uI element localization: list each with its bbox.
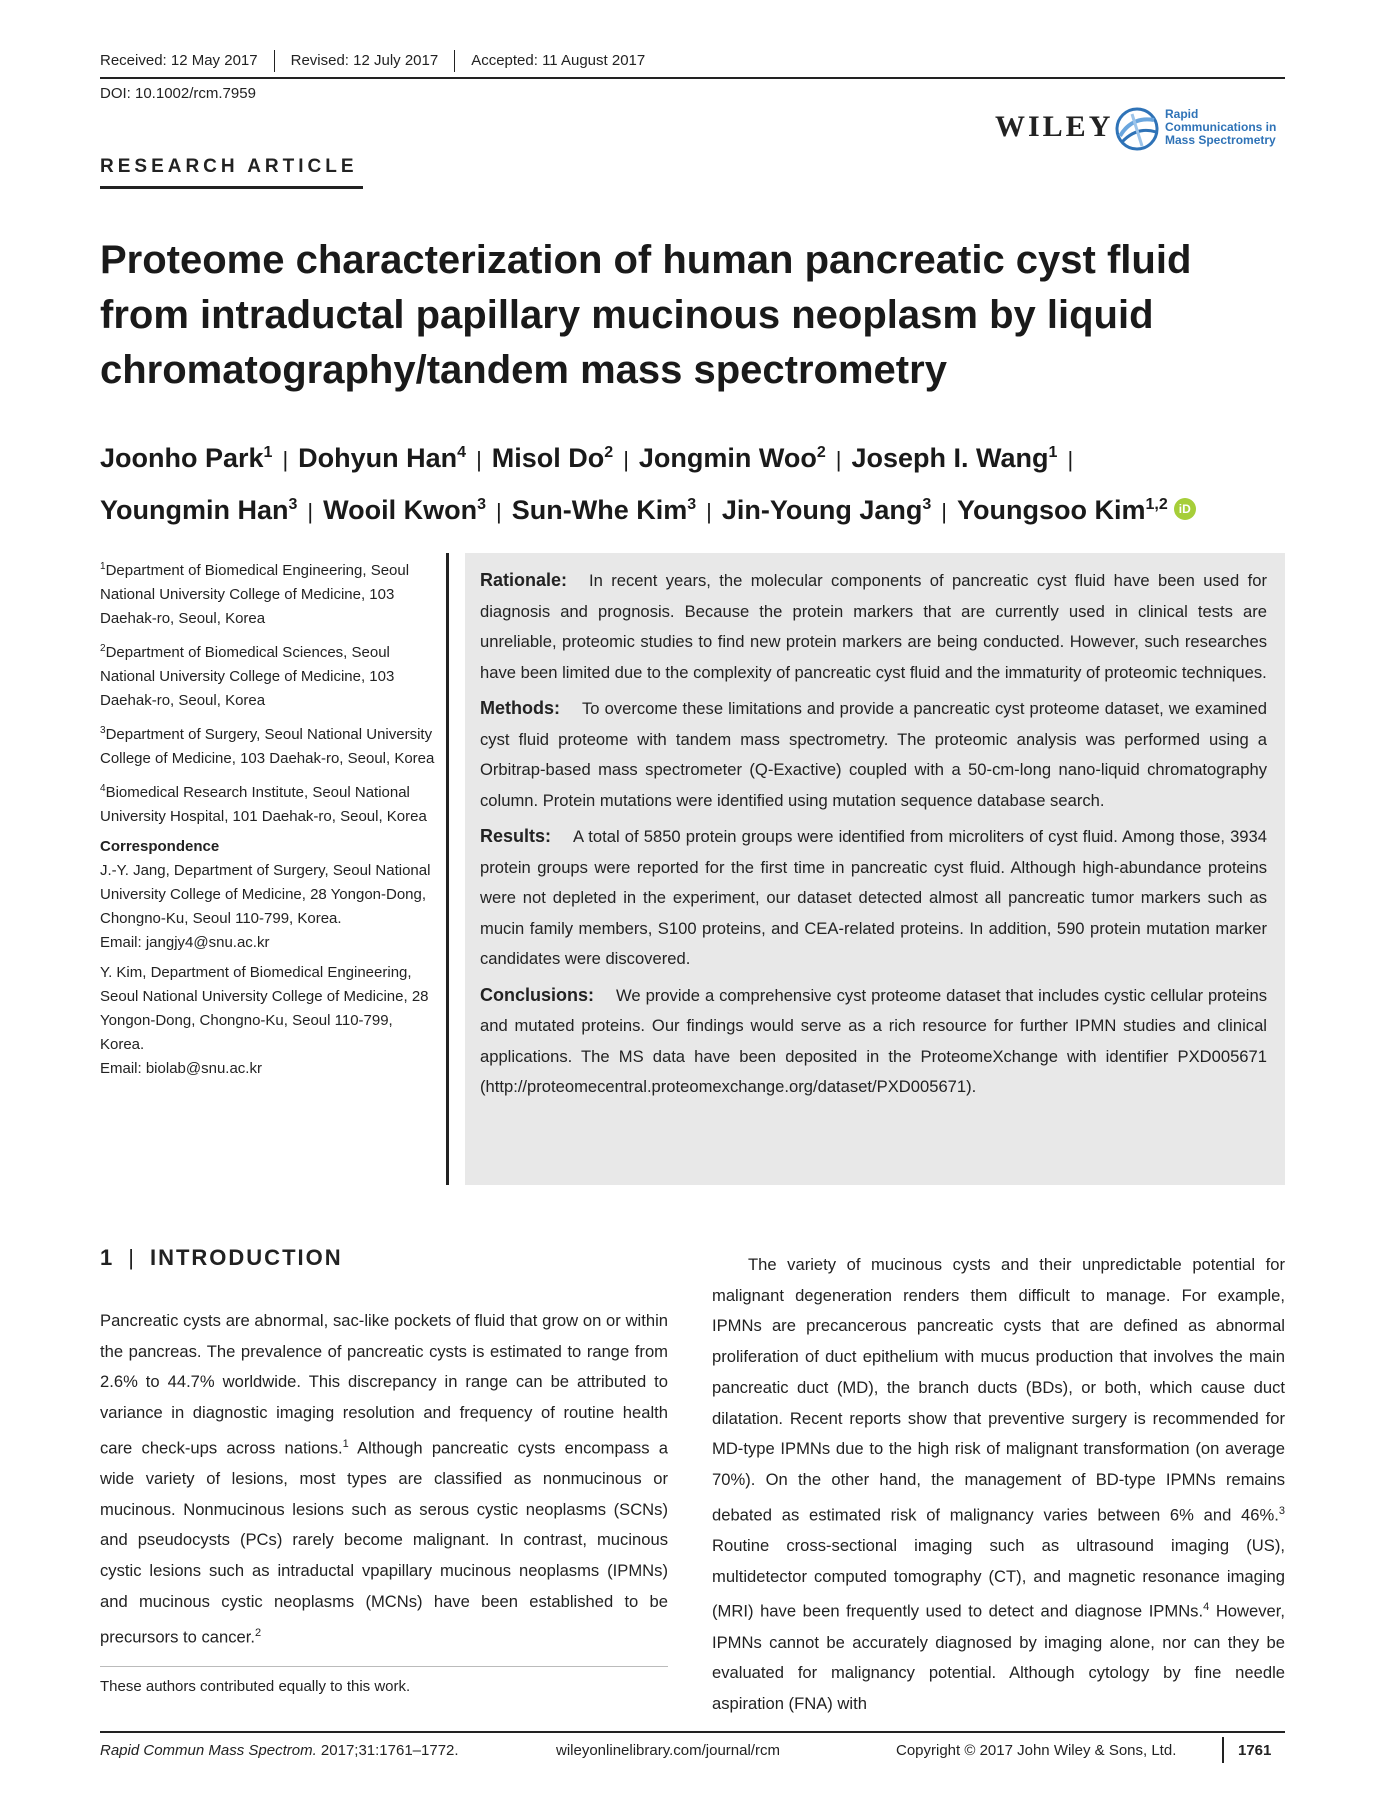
abstract-box (465, 553, 1285, 1185)
citation-ref[interactable]: 4 (1203, 1601, 1210, 1614)
abstract-heading: Conclusions: (480, 984, 595, 1005)
citation-ref[interactable]: 2 (254, 1626, 262, 1639)
footnote-rule (100, 1666, 668, 1667)
footer-citation: Rapid Commun Mass Spectrom. 2017;31:1761–1772. (100, 1742, 459, 1759)
author: Joseph I. Wang$^1$ (851, 443, 1058, 473)
page-number: 1761 (1238, 1742, 1272, 1759)
abstract-heading: Results: (480, 826, 552, 846)
author: Youngsoo Kim$^{1,2}$ (956, 495, 1168, 525)
abstract-conclusions: Conclusions: We provide a comprehensive cyst proteome dataset that includes cystic cellular proteins and mutated proteins. Our findings would serve as a rich resource for further IPMN studies and clinical applications. The MS data have been deposited in the ProteomeXchange with identifier PXD005671 (http://proteomecentral.proteomexchange.org/dataset/PXD005671). (480, 984, 1267, 1096)
abstract-methods: Methods: To overcome these limitations and provide a pancreatic cyst proteome dataset, we examined cyst fluid proteome with tandem mass spectrometry. The proteomic analysis was performed using a Orbitrap-based mass spectrometer (Q-Exactive) coupled with a 50-cm-long nano-liquid chromatography column. Protein mutations were identified using mutation sequence database search. (480, 698, 1267, 810)
correspondence-heading: Correspondence (100, 838, 220, 855)
journal-name-line: Communications in (1165, 120, 1277, 134)
author: Sun-Whe Kim$^3$ (511, 495, 697, 525)
correspondence-entry: J.-Y. Jang, Department of Surgery, Seoul National University College of Medicine, 28 Yongon-Dong, Chongno-Ku, Seoul 110-799, Korea. (100, 862, 431, 927)
article-type: RESEARCH ARTICLE (100, 156, 358, 177)
divider (274, 50, 275, 72)
citation-ref[interactable]: 3 (1278, 1504, 1285, 1517)
author: Misol Do$^2$ (491, 443, 614, 473)
author: Dohyun Han$^4$ (298, 443, 467, 473)
publication-dates (100, 50, 1285, 72)
paragraph: Pancreatic cysts are abnormal, sac-like pockets of fluid that grow on or within the pancreas. The prevalence of pancreatic cysts is estimated to range from 2.6% to 44.7% worldwide. This discrepancy in range can be attributed to variance in diagnostic imaging resolution and frequency of routine health care check-ups across nations.$^1$ Although pancreatic cysts encompass a wide variety of lesions, most types are classified as nonmucinous or mucinous. Nonmucinous lesions such as serous cystic neoplasms (SCNs) and pseudocysts (PCs) rarely become malignant. In contrast, mucinous cystic lesions such as intraductal vpapillary mucinous neoplasms (IPMNs) and mucinous cystic neoplasms (MCNs) have been established to be precursors to cancer.$^2$ (100, 1311, 668, 1647)
journal-name-line: Rapid (1165, 107, 1199, 121)
journal-name (1165, 108, 1295, 147)
header-rule (100, 77, 1285, 79)
divider (454, 50, 455, 72)
abstract-heading: Methods: (480, 698, 560, 718)
received-date: Received: 12 May 2017 (100, 51, 258, 69)
abstract-heading: Rationale: (480, 570, 568, 590)
footer-copyright: Copyright © 2017 John Wiley & Sons, Ltd. (896, 1742, 1177, 1759)
body-column-right (712, 1250, 1285, 1720)
author-list: Joonho Park$^1$ | Dohyun Han$^4$ | Misol Do$^2$ | Jongmin Woo$^2$ | Joseph I. Wang$^1$ | Youngmin Han$^3$ | Wooil Kwon$^3$ | Sun-Whe Kim$^3$ | Jin-Young Jang$^3$ | Youngsoo Kim$^{1,2}$ iD (100, 430, 1290, 534)
author: Joonho Park$^1$ (100, 443, 273, 473)
footnote: These authors contributed equally to this work. (100, 1678, 411, 1695)
abstract-results: Results: A total of 5850 protein groups were identified from microliters of cyst fluid. Among those, 3934 protein groups were reported for the first time in pancreatic cyst fluid. Although high-abundance proteins were not depleted in the experiment, our dataset detected almost all pancreatic tumor markers such as mucin family members, S100 proteins, and CEA-related proteins. In addition, 590 protein mutation marker candidates were discovered. (480, 826, 1267, 968)
section-heading: 1 | INTRODUCTION (100, 1245, 343, 1270)
affiliation: $^4$Biomedical Research Institute, Seoul National University Hospital, 101 Daehak-ro, Seoul, Korea (100, 783, 427, 825)
journal-name-line: Mass Spectrometry (1165, 133, 1276, 147)
journal-logo-icon (1112, 106, 1162, 152)
affiliations (100, 555, 440, 1087)
citation-ref[interactable]: 1 (342, 1437, 349, 1450)
footer-rule (100, 1731, 1285, 1733)
paragraph: The variety of mucinous cysts and their unpredictable potential for malignant degeneration renders them difficult to manage. For example, IPMNs are precancerous pancreatic cysts that are defined as abnormal proliferation of duct epithelium with mucus production that involves the main pancreatic duct (MD), the branch ducts (BDs), or both, which cause duct dilatation. Recent reports show that preventive surgery is recommended for MD-type IPMNs due to the high risk of malignant transformation (on average 70%). On the other hand, the management of BD-type IPMNs remains debated as estimated risk of malignancy varies between 6% and 46%.$^3$ Routine cross-sectional imaging such as ultrasound imaging (US), multidetector computed tomography (CT), and magnetic resonance imaging (MRI) have been frequently used to detect and diagnose IPMNs.$^4$ However, IPMNs cannot be accurately diagnosed by imaging alone, nor can they be evaluated for malignancy potential. Although cytology by fine needle aspiration (FNA) with (712, 1255, 1285, 1713)
author: Jin-Young Jang$^3$ (721, 495, 932, 525)
affiliation-divider (446, 553, 449, 1185)
affiliation: $^2$Department of Biomedical Sciences, Seoul National University College of Medicine, 103 Daehak-ro, Seoul, Korea (100, 643, 395, 709)
footer-url[interactable]: wileyonlinelibrary.com/journal/rcm (556, 1742, 780, 1759)
author: Jongmin Woo$^2$ (638, 443, 826, 473)
correspondence-entry: Y. Kim, Department of Biomedical Engineering, Seoul National University College of Medicine, 28 Yongon-Dong, Chongno-Ku, Seoul 110-799, Korea. (100, 964, 429, 1053)
abstract-rationale: Rationale: In recent years, the molecular components of pancreatic cyst fluid have been used for diagnosis and prognosis. Because the protein markers that are currently used in clinical tests are unreliable, proteomic studies to find new protein markers are being conducted. However, such researches have been limited due to the complexity of pancreatic cyst fluid and the immaturity of proteomic techniques. (480, 570, 1267, 682)
author: Wooil Kwon$^3$ (323, 495, 487, 525)
article-type-underline (100, 186, 363, 189)
body-column-left (100, 1306, 668, 1653)
footer-divider (1222, 1737, 1224, 1763)
affiliation: $^1$Department of Biomedical Engineering, Seoul National University College of Medicine, 103 Daehak-ro, Seoul, Korea (100, 561, 410, 627)
correspondence-email[interactable]: Email: biolab@snu.ac.kr (100, 1060, 262, 1077)
revised-date: Revised: 12 July 2017 (290, 51, 439, 69)
publisher-logo: WILEY (995, 110, 1114, 143)
doi: DOI: 10.1002/rcm.7959 (100, 85, 256, 102)
orcid-icon[interactable]: iD (1174, 498, 1196, 520)
correspondence-email[interactable]: Email: jangjy4@snu.ac.kr (100, 934, 270, 951)
accepted-date: Accepted: 11 August 2017 (471, 51, 646, 69)
article-title: Proteome characterization of human pancreatic cyst fluid from intraductal papillary mucinous neoplasm by liquid chromatography/tandem mass spectrometry (100, 238, 1192, 392)
affiliation: $^3$Department of Surgery, Seoul National University College of Medicine, 103 Daehak-ro, Seoul, Korea (100, 725, 435, 767)
author: Youngmin Han$^3$ (100, 495, 298, 525)
